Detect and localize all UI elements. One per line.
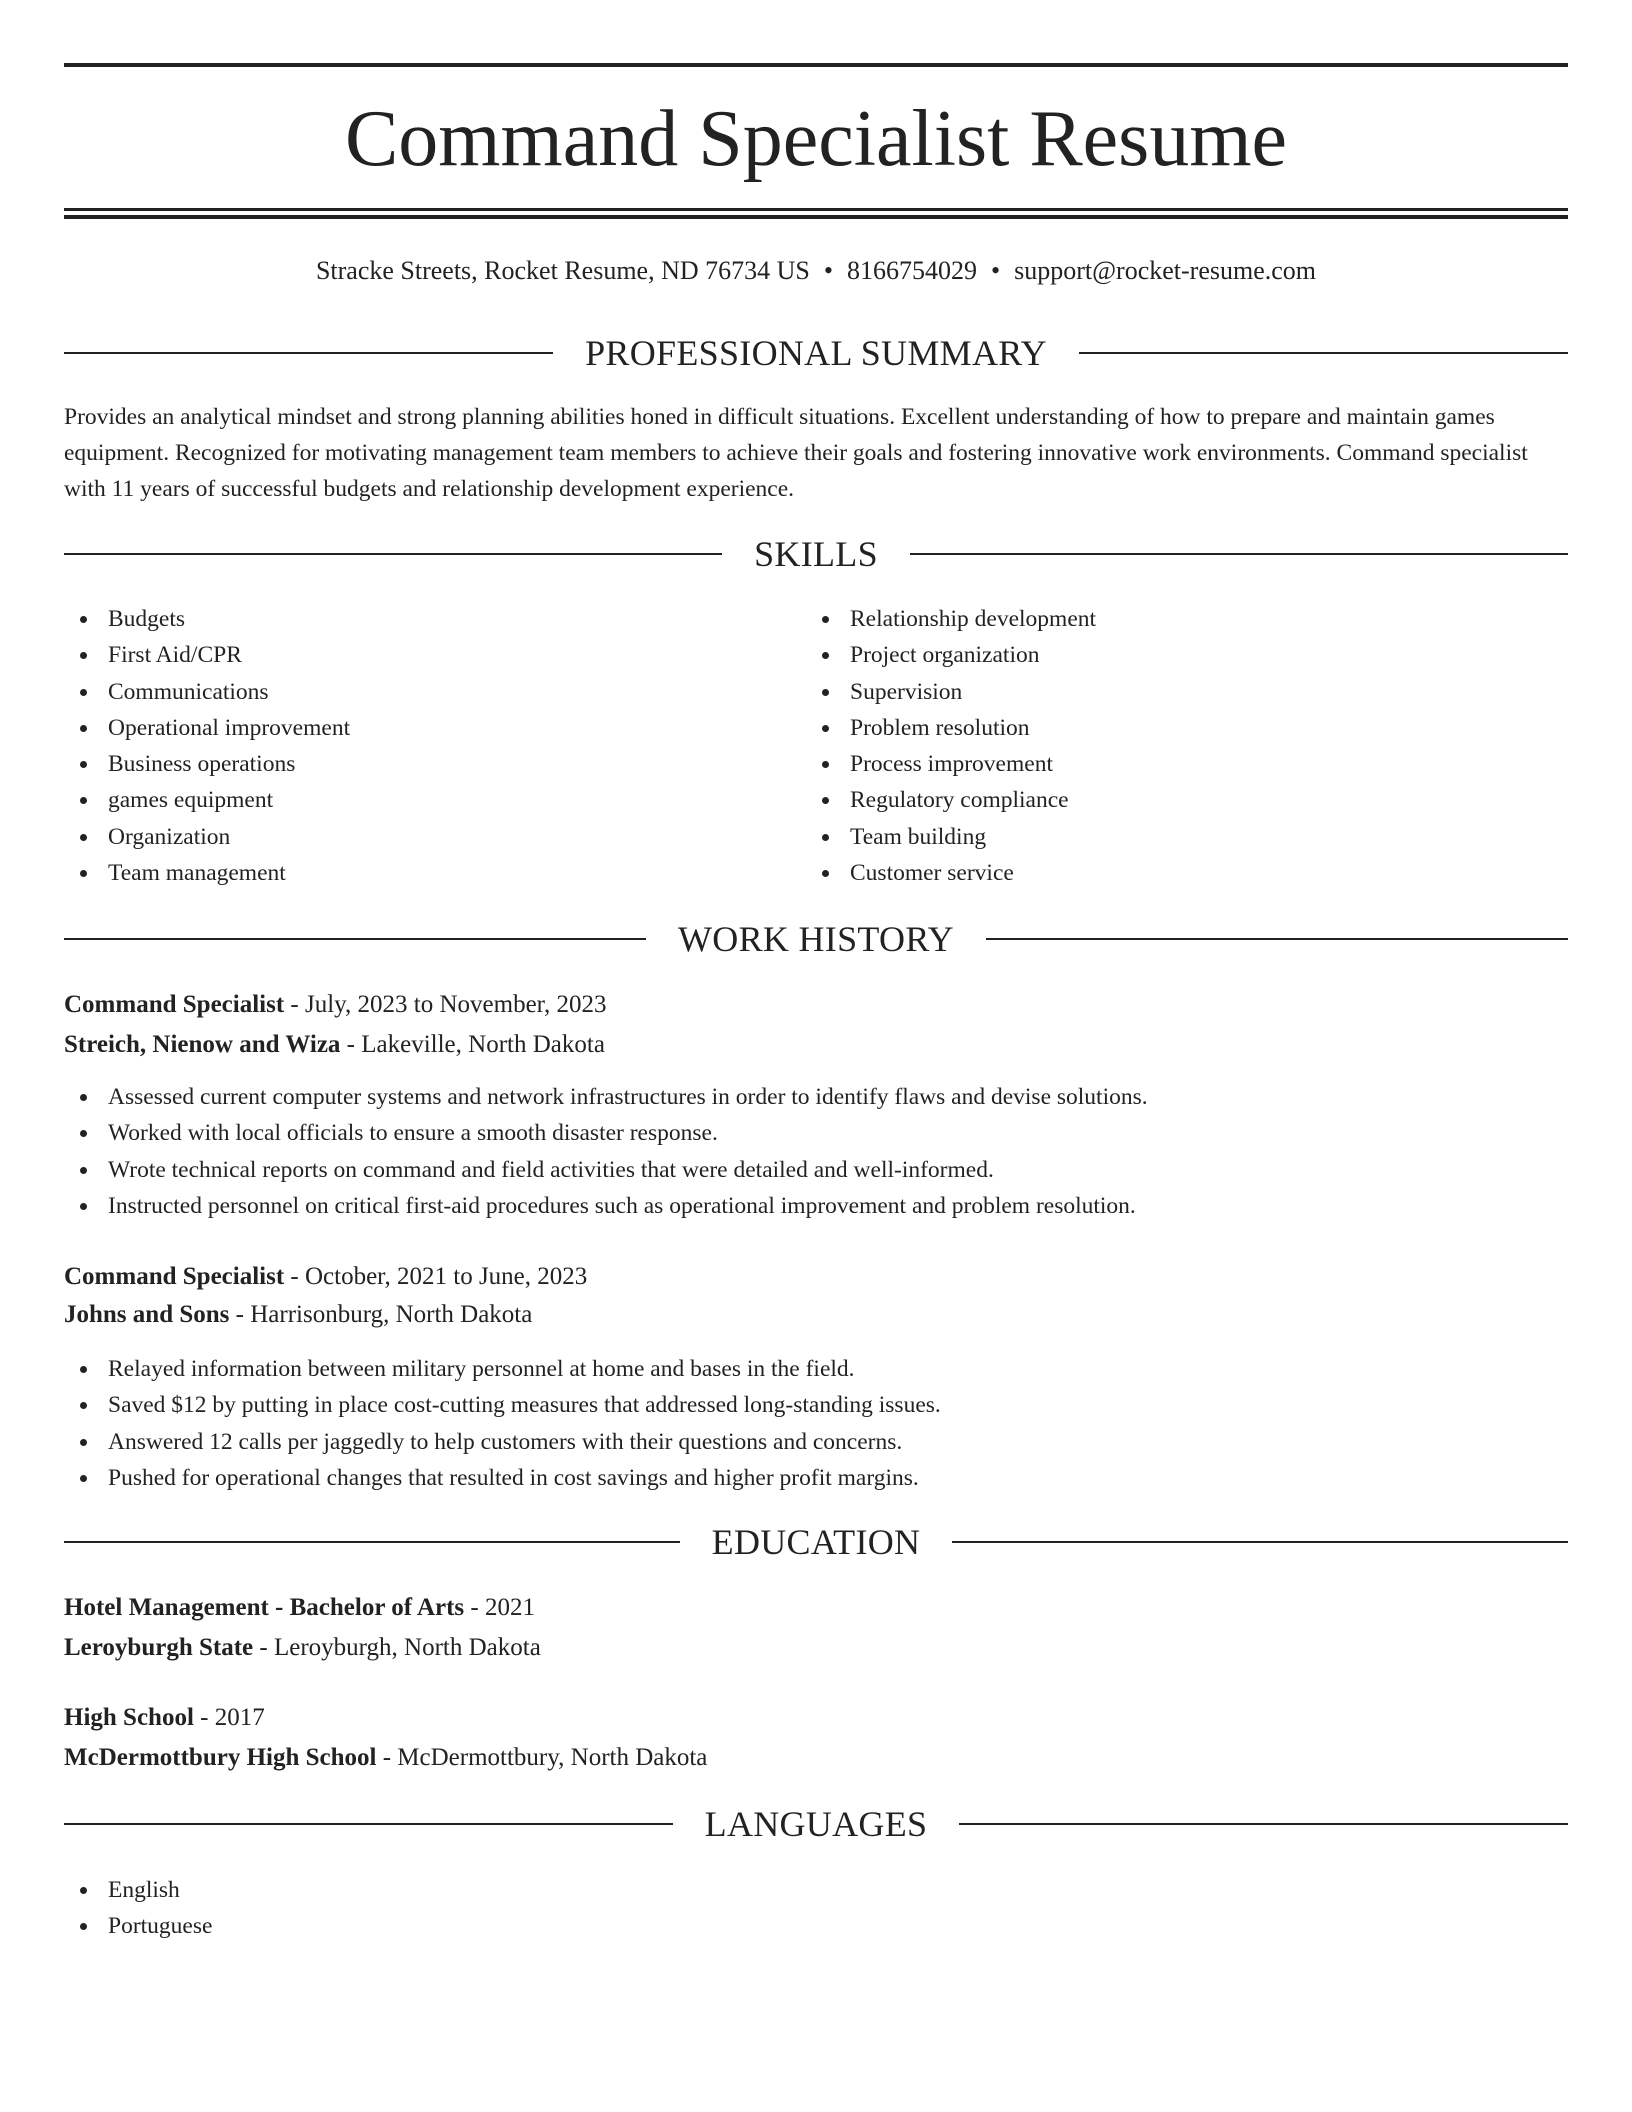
section-rule <box>64 1823 673 1825</box>
section-rule <box>986 938 1568 940</box>
skill-item: games equipment <box>64 782 350 818</box>
contact-phone: 8166754029 <box>847 256 977 285</box>
education-degree: Hotel Management - Bachelor of Arts <box>64 1594 465 1621</box>
skill-item: Supervision <box>806 674 1096 710</box>
job-duty-item: Worked with local officials to ensure a smooth disaster response. <box>64 1115 1148 1151</box>
languages-list <box>64 1872 212 1945</box>
section-title: LANGUAGES <box>704 1804 928 1844</box>
section-rule <box>959 1823 1568 1825</box>
section-rule <box>952 1541 1568 1543</box>
education-school: Leroyburgh State <box>64 1634 254 1661</box>
job-duty-item: Saved $12 by putting in place cost-cutting measures that addressed long-standing issues. <box>64 1387 941 1423</box>
section-rule <box>64 352 553 354</box>
job-company-line <box>64 1297 532 1333</box>
contact-separator: • <box>991 256 1001 285</box>
section-header-work-history <box>64 917 1568 961</box>
title-double-rule-lower <box>64 215 1568 219</box>
job-company-line <box>64 1027 605 1063</box>
top-rule <box>64 63 1568 67</box>
job-duty-item: Wrote technical reports on command and field activities that were detailed and well-informed. <box>64 1152 1148 1188</box>
education-year: - 2021 <box>464 1594 535 1621</box>
language-item: English <box>64 1872 212 1908</box>
section-title: SKILLS <box>754 534 878 574</box>
job-dates: - October, 2021 to June, 2023 <box>284 1263 588 1290</box>
job-duties-list <box>64 1079 1148 1224</box>
job-duties-list <box>64 1351 941 1496</box>
language-item: Portuguese <box>64 1908 212 1944</box>
skill-item: Relationship development <box>806 601 1096 637</box>
job-title: Command Specialist <box>64 1263 285 1290</box>
section-rule <box>64 553 722 555</box>
contact-line <box>64 253 1568 289</box>
job-duty-item: Assessed current computer systems and network infrastructures in order to identify flaws and devise solutions. <box>64 1079 1148 1115</box>
title-double-rule-upper <box>64 208 1568 211</box>
education-school-line <box>64 1740 707 1776</box>
skill-item: Operational improvement <box>64 710 350 746</box>
education-degree: High School <box>64 1704 194 1731</box>
skill-item: Budgets <box>64 601 350 637</box>
job-duty-item: Relayed information between military personnel at home and bases in the field. <box>64 1351 941 1387</box>
education-location: - McDermottbury, North Dakota <box>376 1744 708 1771</box>
contact-address: Stracke Streets, Rocket Resume, ND 76734 US <box>315 256 810 285</box>
section-rule <box>1079 352 1568 354</box>
skill-item: Project organization <box>806 637 1096 673</box>
section-header-summary <box>64 331 1568 375</box>
skill-item: Team building <box>806 819 1096 855</box>
skill-item: Team management <box>64 855 350 891</box>
section-rule <box>64 938 646 940</box>
skills-list-left <box>64 601 350 891</box>
section-title: EDUCATION <box>711 1522 921 1562</box>
job-company: Streich, Nienow and Wiza <box>64 1031 341 1058</box>
job-dates: - July, 2023 to November, 2023 <box>284 991 607 1018</box>
contact-email[interactable]: support@rocket-resume.com <box>1014 256 1317 285</box>
section-rule <box>64 1541 680 1543</box>
section-title: PROFESSIONAL SUMMARY <box>585 333 1047 373</box>
skill-item: Organization <box>64 819 350 855</box>
section-header-education <box>64 1520 1568 1564</box>
education-location: - Leroyburgh, North Dakota <box>253 1634 541 1661</box>
summary-text: Provides an analytical mindset and strong planning abilities honed in difficult situations. Excellent understanding of how to prepare and maintain games equipment. Recognized for motivating management team members to achieve their goals and fostering innovative work environments. Command specialist with 11 years of successful budgets and relationship development experience. <box>64 404 1528 502</box>
job-location: - Lakeville, North Dakota <box>340 1031 605 1058</box>
skill-item: Business operations <box>64 746 350 782</box>
skill-item: First Aid/CPR <box>64 637 350 673</box>
education-school: McDermottbury High School <box>64 1744 377 1771</box>
contact-separator: • <box>823 256 833 285</box>
job-title-line <box>64 987 607 1023</box>
section-header-languages <box>64 1802 1568 1846</box>
job-duty-item: Pushed for operational changes that resulted in cost savings and higher profit margins. <box>64 1460 941 1496</box>
job-company: Johns and Sons <box>64 1301 230 1328</box>
skill-item: Process improvement <box>806 746 1096 782</box>
education-year: - 2017 <box>193 1704 265 1731</box>
skill-item: Problem resolution <box>806 710 1096 746</box>
skill-item: Regulatory compliance <box>806 782 1096 818</box>
education-school-line <box>64 1630 541 1666</box>
skills-list-right <box>806 601 1096 891</box>
job-location: - Harrisonburg, North Dakota <box>229 1301 533 1328</box>
job-duty-item: Answered 12 calls per jaggedly to help customers with their questions and concerns. <box>64 1424 941 1460</box>
section-title: WORK HISTORY <box>678 919 954 959</box>
section-rule <box>910 553 1568 555</box>
job-title: Command Specialist <box>64 991 285 1018</box>
resume-title: Command Specialist Resume <box>344 95 1288 183</box>
section-header-skills <box>64 532 1568 576</box>
skill-item: Communications <box>64 674 350 710</box>
education-degree-line <box>64 1700 265 1736</box>
education-degree-line <box>64 1590 535 1626</box>
job-title-line <box>64 1259 587 1295</box>
skill-item: Customer service <box>806 855 1096 891</box>
job-duty-item: Instructed personnel on critical first-aid procedures such as operational improvement and problem resolution. <box>64 1188 1148 1224</box>
